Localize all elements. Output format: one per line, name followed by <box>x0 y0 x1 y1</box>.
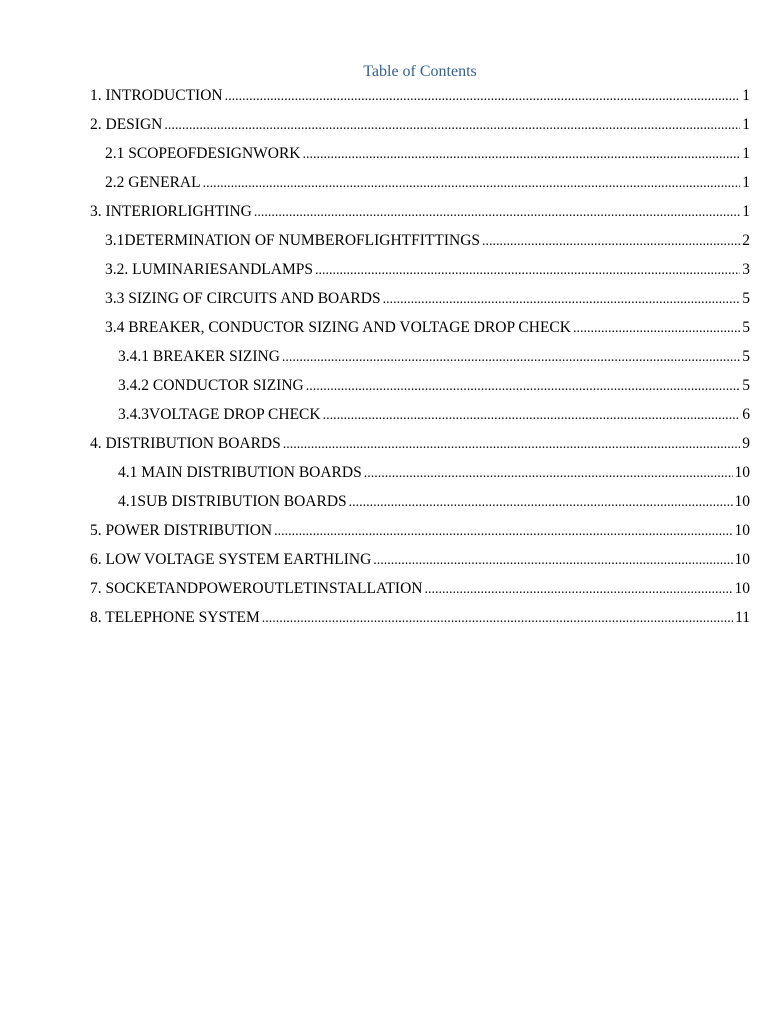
toc-entry[interactable] <box>90 433 750 462</box>
toc-dot-leader <box>282 347 740 369</box>
toc-dot-leader <box>323 405 741 427</box>
toc-dot-leader <box>349 492 733 514</box>
toc-dot-leader <box>573 318 740 340</box>
toc-page-number: 1 <box>742 145 750 162</box>
toc-entry-text[interactable]: 3.4.2 CONDUCTOR SIZING <box>118 377 304 394</box>
toc-page-number: 10 <box>734 551 750 568</box>
toc-entry-text[interactable]: 1. INTRODUCTION <box>90 87 223 104</box>
toc-dot-leader <box>203 173 741 195</box>
toc-page-number: 10 <box>734 464 750 481</box>
toc-dot-leader <box>262 608 733 630</box>
toc-page-number: 5 <box>742 319 750 336</box>
toc-entry-text[interactable]: 4.1 MAIN DISTRIBUTION BOARDS <box>118 464 362 481</box>
toc-entry[interactable] <box>90 491 750 520</box>
toc-page-number: 11 <box>735 609 750 626</box>
toc-page-number: 5 <box>742 377 750 394</box>
toc-entry-text[interactable]: 3.2. LUMINARIESANDLAMPS <box>105 261 313 278</box>
toc-page-number: 9 <box>742 435 750 452</box>
toc-page-number: 2 <box>742 232 750 249</box>
toc-entry-text[interactable]: 3.4.3VOLTAGE DROP CHECK <box>118 406 321 423</box>
toc-entry[interactable] <box>90 607 750 636</box>
toc-entry[interactable] <box>90 288 750 317</box>
toc-entry[interactable] <box>90 317 750 346</box>
toc-page-number: 10 <box>734 580 750 597</box>
toc-page-number: 10 <box>734 522 750 539</box>
toc-entry[interactable] <box>90 462 750 491</box>
toc-entry[interactable] <box>90 85 750 114</box>
toc-entry-text[interactable]: 4.1SUB DISTRIBUTION BOARDS <box>118 493 347 510</box>
toc-dot-leader <box>373 550 732 572</box>
toc-entry[interactable] <box>90 520 750 549</box>
toc-entry-text[interactable]: 6. LOW VOLTAGE SYSTEM EARTHLING <box>90 551 372 568</box>
toc-list <box>90 85 750 636</box>
toc-page-number: 1 <box>742 174 750 191</box>
toc-page-number: 3 <box>742 261 750 278</box>
toc-entry-text[interactable]: 4. DISTRIBUTION BOARDS <box>90 435 281 452</box>
toc-dot-leader <box>383 289 741 311</box>
toc-dot-leader <box>303 144 741 166</box>
toc-entry[interactable] <box>90 201 750 230</box>
toc-page-number: 1 <box>742 203 750 220</box>
toc-entry[interactable] <box>90 578 750 607</box>
toc-entry[interactable] <box>90 375 750 404</box>
toc-entry-text[interactable]: 3.4.1 BREAKER SIZING <box>118 348 280 365</box>
toc-entry-text[interactable]: 5. POWER DISTRIBUTION <box>90 522 273 539</box>
toc-entry-text[interactable]: 2.1 SCOPEOFDESIGNWORK <box>105 145 301 162</box>
toc-entry[interactable] <box>90 114 750 143</box>
toc-entry[interactable] <box>90 549 750 578</box>
toc-entry-text[interactable]: 3.4 BREAKER, CONDUCTOR SIZING AND VOLTAGE DROP CHECK <box>105 319 571 336</box>
toc-heading: Table of Contents <box>363 63 477 80</box>
toc-page-number: 5 <box>742 348 750 365</box>
toc-dot-leader <box>306 376 741 398</box>
toc-dot-leader <box>315 260 740 282</box>
toc-entry-text[interactable]: 2.2 GENERAL <box>105 174 201 191</box>
toc-entry[interactable] <box>90 259 750 288</box>
toc-dot-leader <box>424 579 732 601</box>
toc-entry-text[interactable]: 8. TELEPHONE SYSTEM <box>90 609 260 626</box>
toc-entry[interactable] <box>90 230 750 259</box>
toc-entry-text[interactable]: 3. INTERIORLIGHTING <box>90 203 252 220</box>
toc-page-number: 6 <box>742 406 750 423</box>
toc-entry-text[interactable]: 3.3 SIZING OF CIRCUITS AND BOARDS <box>105 290 381 307</box>
toc-entry[interactable] <box>90 346 750 375</box>
toc-dot-leader <box>274 521 732 543</box>
toc-dot-leader <box>164 115 740 137</box>
toc-entry[interactable] <box>90 404 750 433</box>
toc-page-number: 1 <box>742 87 750 104</box>
toc-entry[interactable] <box>90 143 750 172</box>
toc-dot-leader <box>364 463 733 485</box>
toc-page-number: 10 <box>734 493 750 510</box>
toc-dot-leader <box>283 434 741 456</box>
toc-page-number: 5 <box>742 290 750 307</box>
toc-entry[interactable] <box>90 172 750 201</box>
toc-dot-leader <box>225 86 741 108</box>
toc-entry-text[interactable]: 3.1DETERMINATION OF NUMBEROFLIGHTFITTINGS <box>105 232 481 249</box>
toc-page-number: 1 <box>742 116 750 133</box>
toc-entry-text[interactable]: 2. DESIGN <box>90 116 163 133</box>
toc-dot-leader <box>254 202 740 224</box>
toc-entry-text[interactable]: 7. SOCKETANDPOWEROUTLETINSTALLATION <box>90 580 423 597</box>
toc-dot-leader <box>482 231 740 253</box>
